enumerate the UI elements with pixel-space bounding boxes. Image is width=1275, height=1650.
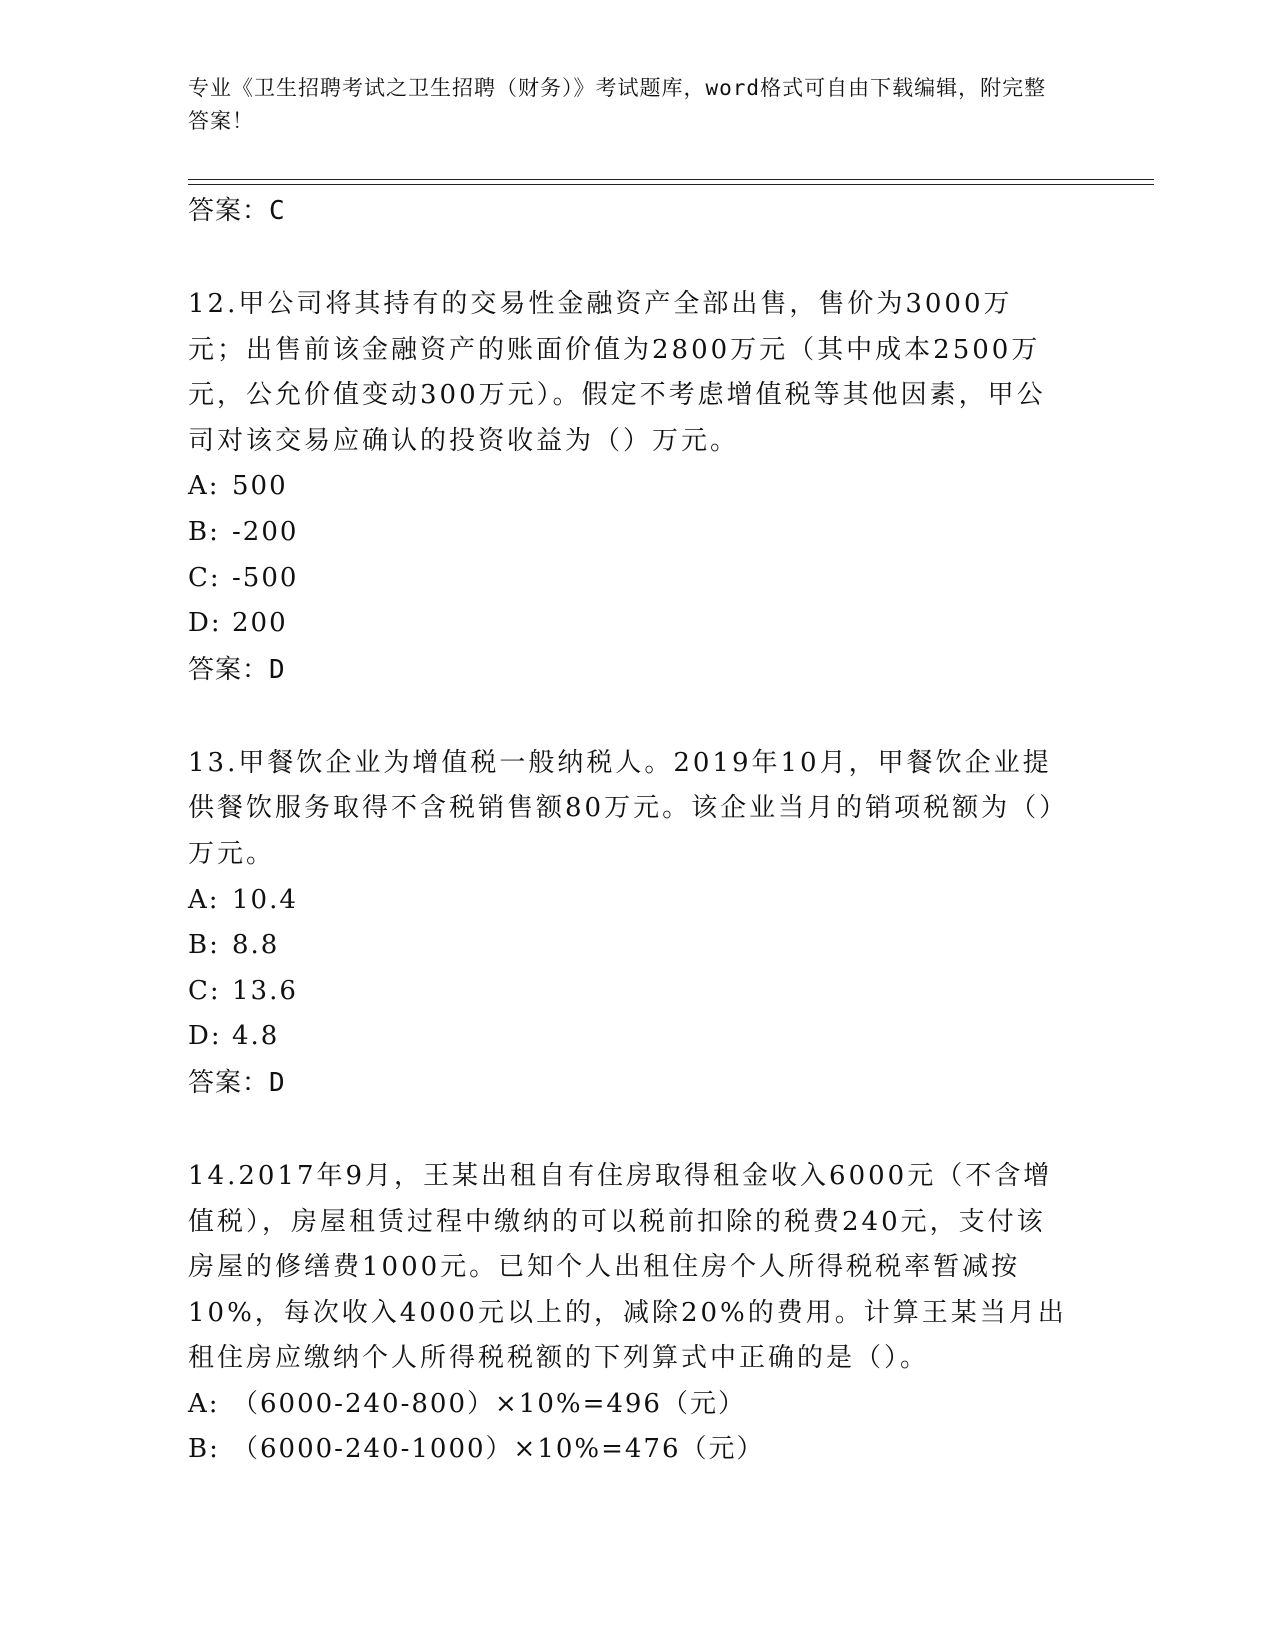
question-item xyxy=(188,282,1088,693)
option-a xyxy=(188,1382,1088,1428)
answer-line: 答案：D xyxy=(188,654,286,685)
option-c xyxy=(188,969,1088,1015)
option-label: C: xyxy=(188,562,221,593)
header-divider xyxy=(188,179,1154,180)
option-value: -200 xyxy=(232,516,299,547)
question-item xyxy=(188,741,1088,1106)
question-list xyxy=(188,188,1088,1473)
option-value: 4.8 xyxy=(232,1021,280,1052)
option-label: D: xyxy=(188,608,222,639)
option-value: 10.4 xyxy=(232,884,298,915)
option-d xyxy=(188,1014,1088,1060)
option-label: B: xyxy=(188,516,220,547)
answer-line: 答案：C xyxy=(188,196,286,226)
question-text: 13.甲餐饮企业为增值税一般纳税人。2019年10月，甲餐饮企业提供餐饮服务取得不含税销售额80万元。该企业当月的销项税额为（）万元。 xyxy=(188,747,1056,869)
option-value: （6000-240-800）×10%=496（元） xyxy=(232,1388,746,1419)
question-item xyxy=(188,1154,1088,1473)
option-a xyxy=(188,878,1088,924)
header-divider-secondary xyxy=(188,184,1154,185)
option-a xyxy=(188,464,1088,510)
option-b xyxy=(188,923,1088,969)
question-text: 12.甲公司将其持有的交易性金融资产全部出售，售价为3000万元；出售前该金融资产的账面价值为2800万元（其中成本2500万元，公允价值变动300万元）。假定不考虑增值税等其他因素，甲公司对该交易应确认的投资收益为（）万元。 xyxy=(188,289,1046,456)
option-value: -500 xyxy=(232,562,299,593)
option-value: 200 xyxy=(232,608,288,639)
document-header: 专业《卫生招聘考试之卫生招聘（财务）》考试题库，word格式可自由下载编辑，附完整答案！ xyxy=(188,76,1047,133)
option-label: A: xyxy=(188,471,220,502)
question-text: 14.2017年9月，王某出租自有住房取得租金收入6000元（不含增值税），房屋租赁过程中缴纳的可以税前扣除的税费240元，支付该房屋的修缮费1000元。已知个人出租住房个人所得税税率暂减按10%，每次收入4000元以上的，减除20%的费用。计算王某当月出租住房应缴纳个人所得税税额的下列算式中正确的是（）。 xyxy=(188,1160,1067,1374)
option-value: 500 xyxy=(232,471,288,502)
option-value: 8.8 xyxy=(232,930,280,961)
answer-line: 答案：D xyxy=(188,1067,286,1098)
option-label: D: xyxy=(188,1021,222,1052)
option-label: B: xyxy=(188,930,220,961)
option-label: C: xyxy=(188,975,221,1006)
option-d xyxy=(188,601,1088,647)
option-label: A: xyxy=(188,1388,220,1419)
option-label: B: xyxy=(188,1434,220,1465)
option-value: （6000-240-1000）×10%=476（元） xyxy=(232,1434,765,1465)
option-b xyxy=(188,1427,1088,1473)
option-value: 13.6 xyxy=(232,975,298,1006)
option-label: A: xyxy=(188,884,220,915)
option-b xyxy=(188,510,1088,556)
option-c xyxy=(188,556,1088,602)
